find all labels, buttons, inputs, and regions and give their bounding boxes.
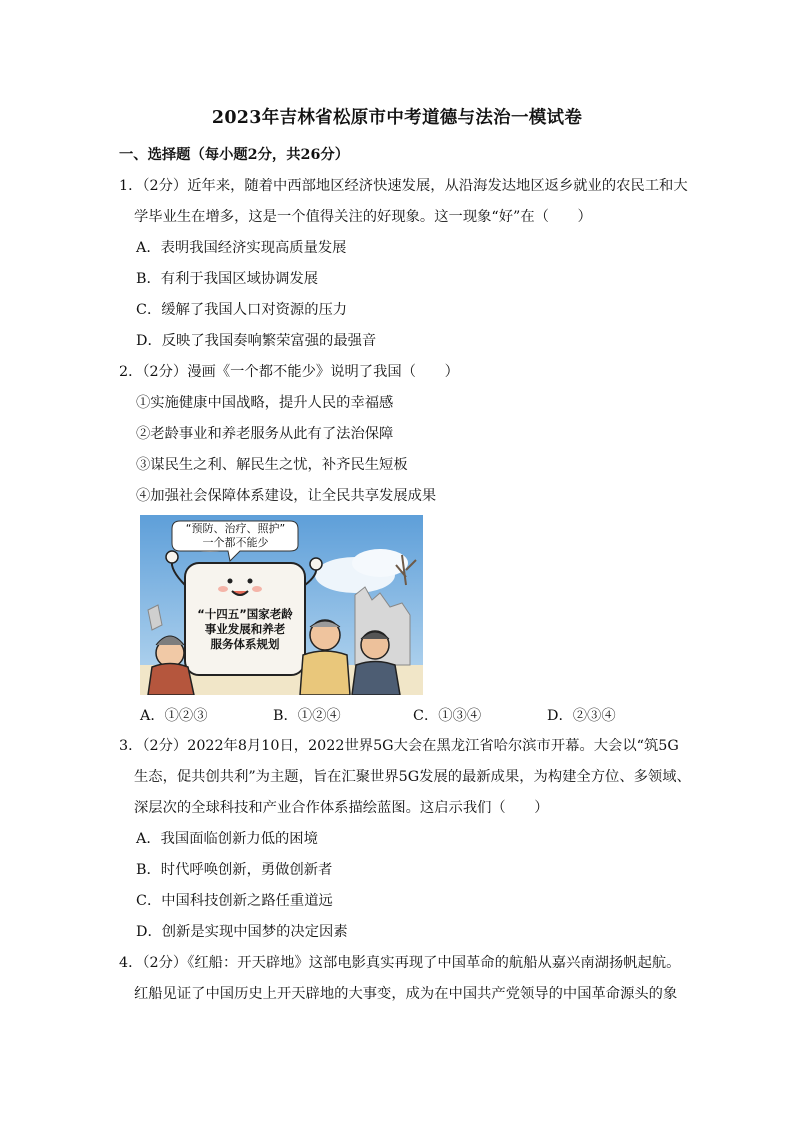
q2-item-3: ③谋民生之利、解民生之忧，补齐民生短板 <box>136 457 408 473</box>
q2-option-a: A．①②③ <box>140 708 208 724</box>
cartoon-caption-line2: 一个都不能少 <box>202 536 269 549</box>
q2-option-c: C．①③④ <box>413 708 482 724</box>
q3-stem-line2: 生态，促共创共利”为主题，旨在汇聚世界5G发展的最新成果，为构建全方位、多领域、 <box>134 769 691 785</box>
q3-stem-line1: 3．（2分）2022年8月10日，2022世界5G大会在黑龙江省哈尔滨市开幕。大会以“筑5G <box>119 738 679 754</box>
q4-stem-line1: 4．（2分）《红船：开天辟地》这部电影真实再现了中国革命的航船从嘉兴南湖扬帆起航。 <box>119 955 681 971</box>
q1-stem-line1: 1．（2分）近年来，随着中西部地区经济快速发展，从沿海发达地区返乡就业的农民工和大 <box>119 178 688 194</box>
q1-stem-line2: 学毕业生在增多，这是一个值得关注的好现象。这一现象“好”在（ ） <box>134 209 592 225</box>
q2-item-2: ②老龄事业和养老服务从此有了法治保障 <box>136 426 394 442</box>
q1-option-a: A．表明我国经济实现高质量发展 <box>136 240 347 256</box>
q3-option-a: A．我国面临创新力低的困境 <box>136 831 318 847</box>
q2-item-4: ④加强社会保障体系建设，让全民共享发展成果 <box>136 488 437 504</box>
cartoon-board-line2: 事业发展和养老 <box>204 622 286 636</box>
q2-options <box>140 705 660 725</box>
q4-stem-line2: 红船见证了中国历史上开天辟地的大事变，成为在中国共产党领导的中国革命源头的象 <box>134 986 678 1002</box>
q1-option-c: C．缓解了我国人口对资源的压力 <box>136 302 348 318</box>
q2-item-1: ①实施健康中国战略，提升人民的幸福感 <box>136 395 394 411</box>
cartoon-caption-line1: “预防、治疗、照护” <box>185 522 286 535</box>
cartoon-board-line3: 服务体系规划 <box>210 637 280 651</box>
exam-title: 2023年吉林省松原市中考道德与法治一模试卷 <box>211 108 583 128</box>
q3-option-b: B．时代呼唤创新，勇做创新者 <box>136 862 333 878</box>
q3-option-d: D．创新是实现中国梦的决定因素 <box>136 924 348 940</box>
q1-option-d: D．反映了我国奏响繁荣富强的最强音 <box>136 333 377 349</box>
q3-option-c: C．中国科技创新之路任重道远 <box>136 893 333 909</box>
q2-option-d: D．②③④ <box>547 708 616 724</box>
q1-option-b: B．有利于我国区域协调发展 <box>136 271 319 287</box>
cartoon-illustration <box>140 515 423 695</box>
q2-option-b: B．①②④ <box>273 708 341 724</box>
q3-stem-line3: 深层次的全球科技和产业合作体系描绘蓝图。这启示我们（ ） <box>134 800 549 816</box>
q2-stem: 2．（2分）漫画《一个都不能少》说明了我国（ ） <box>119 364 459 380</box>
cartoon-board-line1: “十四五”国家老龄 <box>197 607 293 621</box>
section-heading: 一、选择题（每小题2分，共26分） <box>119 147 349 163</box>
